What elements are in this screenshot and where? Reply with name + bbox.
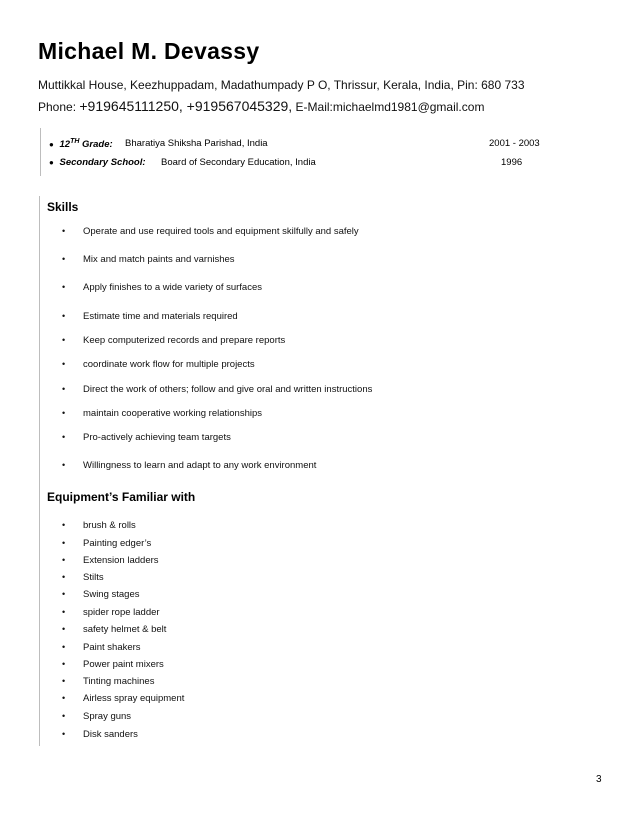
bullet-icon: • xyxy=(62,555,66,565)
email-text: E-Mail:michaelmd1981@gmail.com xyxy=(292,100,485,114)
education-grade: Secondary School: xyxy=(59,157,146,168)
list-item xyxy=(62,693,184,704)
bullet-icon: • xyxy=(62,408,66,418)
bullet-icon: • xyxy=(62,460,66,470)
list-item-text: Keep computerized records and prepare reports xyxy=(83,335,286,346)
list-item xyxy=(62,384,372,395)
bullet-icon: • xyxy=(62,432,66,442)
list-item xyxy=(62,282,262,293)
list-item-text: spider rope ladder xyxy=(83,607,160,618)
education-years: 2001 - 2003 xyxy=(489,138,540,149)
list-item-text: safety helmet & belt xyxy=(83,624,167,635)
list-item xyxy=(62,624,166,635)
equipment-heading: Equipment’s Familiar with xyxy=(47,490,196,504)
list-item xyxy=(62,335,285,346)
bullet-icon: • xyxy=(62,384,66,394)
list-item xyxy=(62,589,140,600)
bullet-icon: • xyxy=(62,311,66,321)
list-item-text: coordinate work flow for multiple projects xyxy=(83,359,255,370)
list-item-text: Apply finishes to a wide variety of surfaces xyxy=(83,282,263,293)
bullet-icon: • xyxy=(62,359,66,369)
bullet-icon: • xyxy=(62,607,66,617)
list-item-text: Swing stages xyxy=(83,589,140,600)
list-item-text: Painting edger’s xyxy=(83,538,152,549)
list-item xyxy=(62,520,136,531)
list-item xyxy=(62,460,316,471)
list-item-text: Operate and use required tools and equipment skilfully and safely xyxy=(83,226,359,237)
phone-numbers: +919645111250, +919567045329, xyxy=(79,98,293,114)
address-line: Muttikkal House, Keezhuppadam, Madathumpady P O, Thrissur, Kerala, India, Pin: 680 733 xyxy=(38,78,525,92)
list-item-text: Estimate time and materials required xyxy=(83,311,238,322)
bullet-icon: • xyxy=(62,676,66,686)
list-item-text: Direct the work of others; follow and give oral and written instructions xyxy=(83,384,373,395)
bullet-icon: • xyxy=(62,693,66,703)
bullet-icon: ● xyxy=(49,158,54,167)
bullet-icon: • xyxy=(62,538,66,548)
bullet-icon: • xyxy=(62,589,66,599)
list-item xyxy=(62,729,138,740)
phone-label: Phone: xyxy=(38,100,80,114)
list-item-text: maintain cooperative working relationships xyxy=(83,408,263,419)
list-item-text: Power paint mixers xyxy=(83,659,164,670)
list-item-text: Extension ladders xyxy=(83,555,159,566)
list-item xyxy=(62,642,141,653)
bullet-icon: • xyxy=(62,282,66,292)
education-row xyxy=(49,157,523,168)
bullet-icon: • xyxy=(62,226,66,236)
education-grade: 12TH Grade: xyxy=(59,138,113,151)
bullet-icon: • xyxy=(62,520,66,530)
list-item-text: Disk sanders xyxy=(83,729,138,740)
list-item xyxy=(62,711,131,722)
list-item xyxy=(62,676,154,687)
list-item xyxy=(62,659,164,670)
bullet-icon: • xyxy=(62,572,66,582)
list-item-text: Spray guns xyxy=(83,711,132,722)
list-item xyxy=(62,311,238,322)
page-number: 3 xyxy=(596,774,602,785)
list-item-text: Mix and match paints and varnishes xyxy=(83,254,235,265)
list-item xyxy=(62,432,231,443)
list-item xyxy=(62,572,104,583)
list-item-text: brush & rolls xyxy=(83,520,136,531)
list-item xyxy=(62,226,359,237)
bullet-icon: • xyxy=(62,729,66,739)
list-item-text: Willingness to learn and adapt to any work environment xyxy=(83,460,317,471)
list-item xyxy=(62,359,255,370)
list-item-text: Pro-actively achieving team targets xyxy=(83,432,231,443)
skills-heading: Skills xyxy=(47,200,79,214)
skills-equipment-section xyxy=(39,196,570,746)
bullet-icon: • xyxy=(62,642,66,652)
contact-line xyxy=(38,98,484,114)
bullet-icon: • xyxy=(62,711,66,721)
bullet-icon: • xyxy=(62,659,66,669)
bullet-icon: • xyxy=(62,624,66,634)
bullet-icon: • xyxy=(62,254,66,264)
list-item xyxy=(62,555,159,566)
list-item xyxy=(62,408,262,419)
list-item-text: Airless spray equipment xyxy=(83,693,185,704)
list-item-text: Stilts xyxy=(83,572,104,583)
list-item xyxy=(62,538,151,549)
education-institution: Board of Secondary Education, India xyxy=(161,157,316,168)
education-row xyxy=(49,138,540,151)
candidate-name: Michael M. Devassy xyxy=(38,38,260,64)
education-section xyxy=(40,128,561,176)
list-item xyxy=(62,254,235,265)
education-years: 1996 xyxy=(501,157,523,168)
education-institution: Bharatiya Shiksha Parishad, India xyxy=(125,138,268,149)
list-item xyxy=(62,607,160,618)
list-item-text: Paint shakers xyxy=(83,642,141,653)
bullet-icon: ● xyxy=(49,140,54,150)
bullet-icon: • xyxy=(62,335,66,345)
list-item-text: Tinting machines xyxy=(83,676,155,687)
